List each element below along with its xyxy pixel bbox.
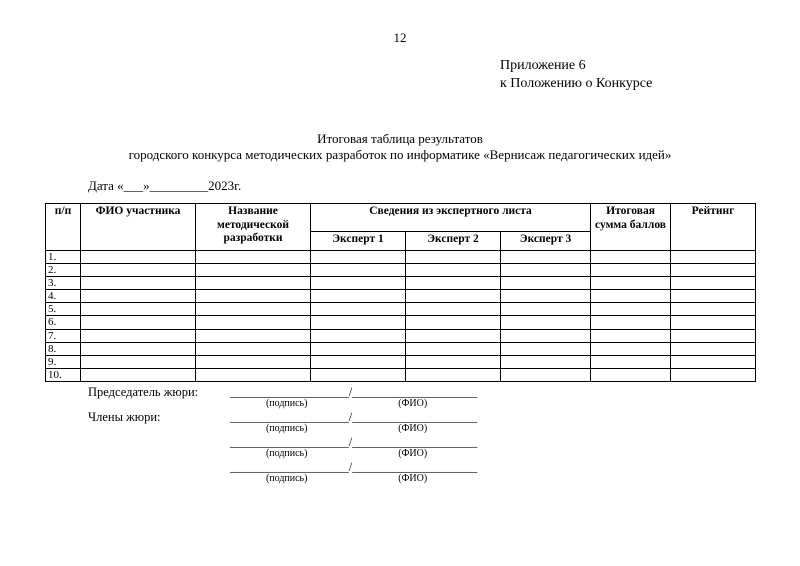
expert1-cell [311,264,406,277]
expert1-cell [311,316,406,329]
member-signature-row-1 [88,410,482,434]
fio-cell [81,251,196,264]
fio-cell [81,342,196,355]
total-cell [591,264,671,277]
podpis-caption: (подпись) [265,423,308,434]
work-cell [196,342,311,355]
rating-cell [671,290,756,303]
rating-cell [671,355,756,368]
expert2-cell [406,251,501,264]
fio-cell [81,329,196,342]
signature-line: ___________________/____________________ [230,385,478,399]
table-row [46,303,756,316]
results-table [45,203,756,382]
fio-caption: (ФИО) [398,398,428,409]
work-cell [196,290,311,303]
col-header-work: Название методической разработки [196,204,311,251]
appendix-line-1: Приложение 6 [500,58,586,73]
fio-caption: (ФИО) [398,423,428,434]
col-header-expert2: Эксперт 2 [406,232,501,251]
total-cell [591,303,671,316]
title-line-2: городского конкурса методических разработок по информатике «Вернисаж педагогических идей» [128,147,672,163]
row-number-cell: 3. [46,277,81,290]
expert2-cell [406,264,501,277]
rating-cell [671,277,756,290]
row-number-cell: 1. [46,251,81,264]
col-header-total: Итоговая сумма баллов [591,204,671,251]
total-cell [591,355,671,368]
row-number-cell: 9. [46,355,81,368]
total-cell [591,329,671,342]
work-cell [196,368,311,381]
row-number-cell: 8. [46,342,81,355]
members-label: Члены жюри: [88,410,161,424]
fio-caption: (ФИО) [398,473,428,484]
row-number-cell: 7. [46,329,81,342]
expert3-cell [501,251,591,264]
member-signature-row-2 [88,435,482,459]
expert3-cell [501,342,591,355]
row-number-cell: 10. [46,368,81,381]
podpis-caption: (подпись) [265,473,308,484]
work-cell [196,251,311,264]
fio-cell [81,368,196,381]
rating-cell [671,251,756,264]
table-row [46,355,756,368]
total-cell [591,251,671,264]
total-cell [591,342,671,355]
work-cell [196,303,311,316]
expert2-cell [406,316,501,329]
expert2-cell [406,355,501,368]
work-cell [196,355,311,368]
col-header-num: п/п [46,204,81,251]
expert1-cell [311,355,406,368]
table-row [46,329,756,342]
row-number-cell: 4. [46,290,81,303]
expert1-cell [311,368,406,381]
expert2-cell [406,290,501,303]
table-row [46,342,756,355]
expert3-cell [501,329,591,342]
fio-cell [81,316,196,329]
expert3-cell [501,264,591,277]
table-row [46,264,756,277]
expert1-cell [311,251,406,264]
row-number-cell: 5. [46,303,81,316]
table-row [46,251,756,264]
expert1-cell [311,303,406,316]
col-header-expert3: Эксперт 3 [501,232,591,251]
rating-cell [671,303,756,316]
rating-cell [671,264,756,277]
date-line: Дата «___»_________2023г. [88,178,242,193]
signatures-section [88,385,482,485]
fio-cell [81,264,196,277]
col-header-expert1: Эксперт 1 [311,232,406,251]
expert1-cell [311,329,406,342]
chairman-signature-row [88,385,482,409]
expert1-cell [311,277,406,290]
expert3-cell [501,303,591,316]
table-row [46,316,756,329]
col-header-rating: Рейтинг [671,204,756,251]
results-table-header [46,204,756,251]
expert2-cell [406,277,501,290]
row-number-cell: 2. [46,264,81,277]
page-number: 12 [393,30,407,45]
fio-cell [81,277,196,290]
fio-caption: (ФИО) [398,448,428,459]
work-cell [196,316,311,329]
fio-cell [81,290,196,303]
expert3-cell [501,316,591,329]
document-title [0,131,800,164]
signature-line: ___________________/____________________ [230,460,478,474]
appendix-line-2: к Положению о Конкурсе [500,76,653,92]
expert3-cell [501,290,591,303]
total-cell [591,277,671,290]
total-cell [591,368,671,381]
expert3-cell [501,277,591,290]
table-row [46,277,756,290]
row-number-cell: 6. [46,316,81,329]
podpis-caption: (подпись) [265,448,308,459]
rating-cell [671,342,756,355]
rating-cell [671,329,756,342]
signature-line: ___________________/____________________ [230,435,478,449]
work-cell [196,329,311,342]
expert1-cell [311,290,406,303]
table-row [46,368,756,381]
table-row [46,290,756,303]
expert2-cell [406,342,501,355]
total-cell [591,316,671,329]
appendix-block [500,57,652,93]
expert2-cell [406,368,501,381]
rating-cell [671,368,756,381]
rating-cell [671,316,756,329]
signature-line: ___________________/____________________ [230,410,478,424]
expert2-cell [406,303,501,316]
expert1-cell [311,342,406,355]
expert3-cell [501,355,591,368]
expert3-cell [501,368,591,381]
fio-cell [81,355,196,368]
expert2-cell [406,329,501,342]
col-header-experts-group: Сведения из экспертного листа [311,204,591,232]
title-line-1: Итоговая таблица результатов [317,131,483,146]
chairman-label: Председатель жюри: [88,385,199,399]
results-table-body [46,251,756,382]
total-cell [591,290,671,303]
podpis-caption: (подпись) [265,398,308,409]
work-cell [196,277,311,290]
col-header-fio: ФИО участника [81,204,196,251]
fio-cell [81,303,196,316]
member-signature-row-3 [88,460,482,484]
work-cell [196,264,311,277]
